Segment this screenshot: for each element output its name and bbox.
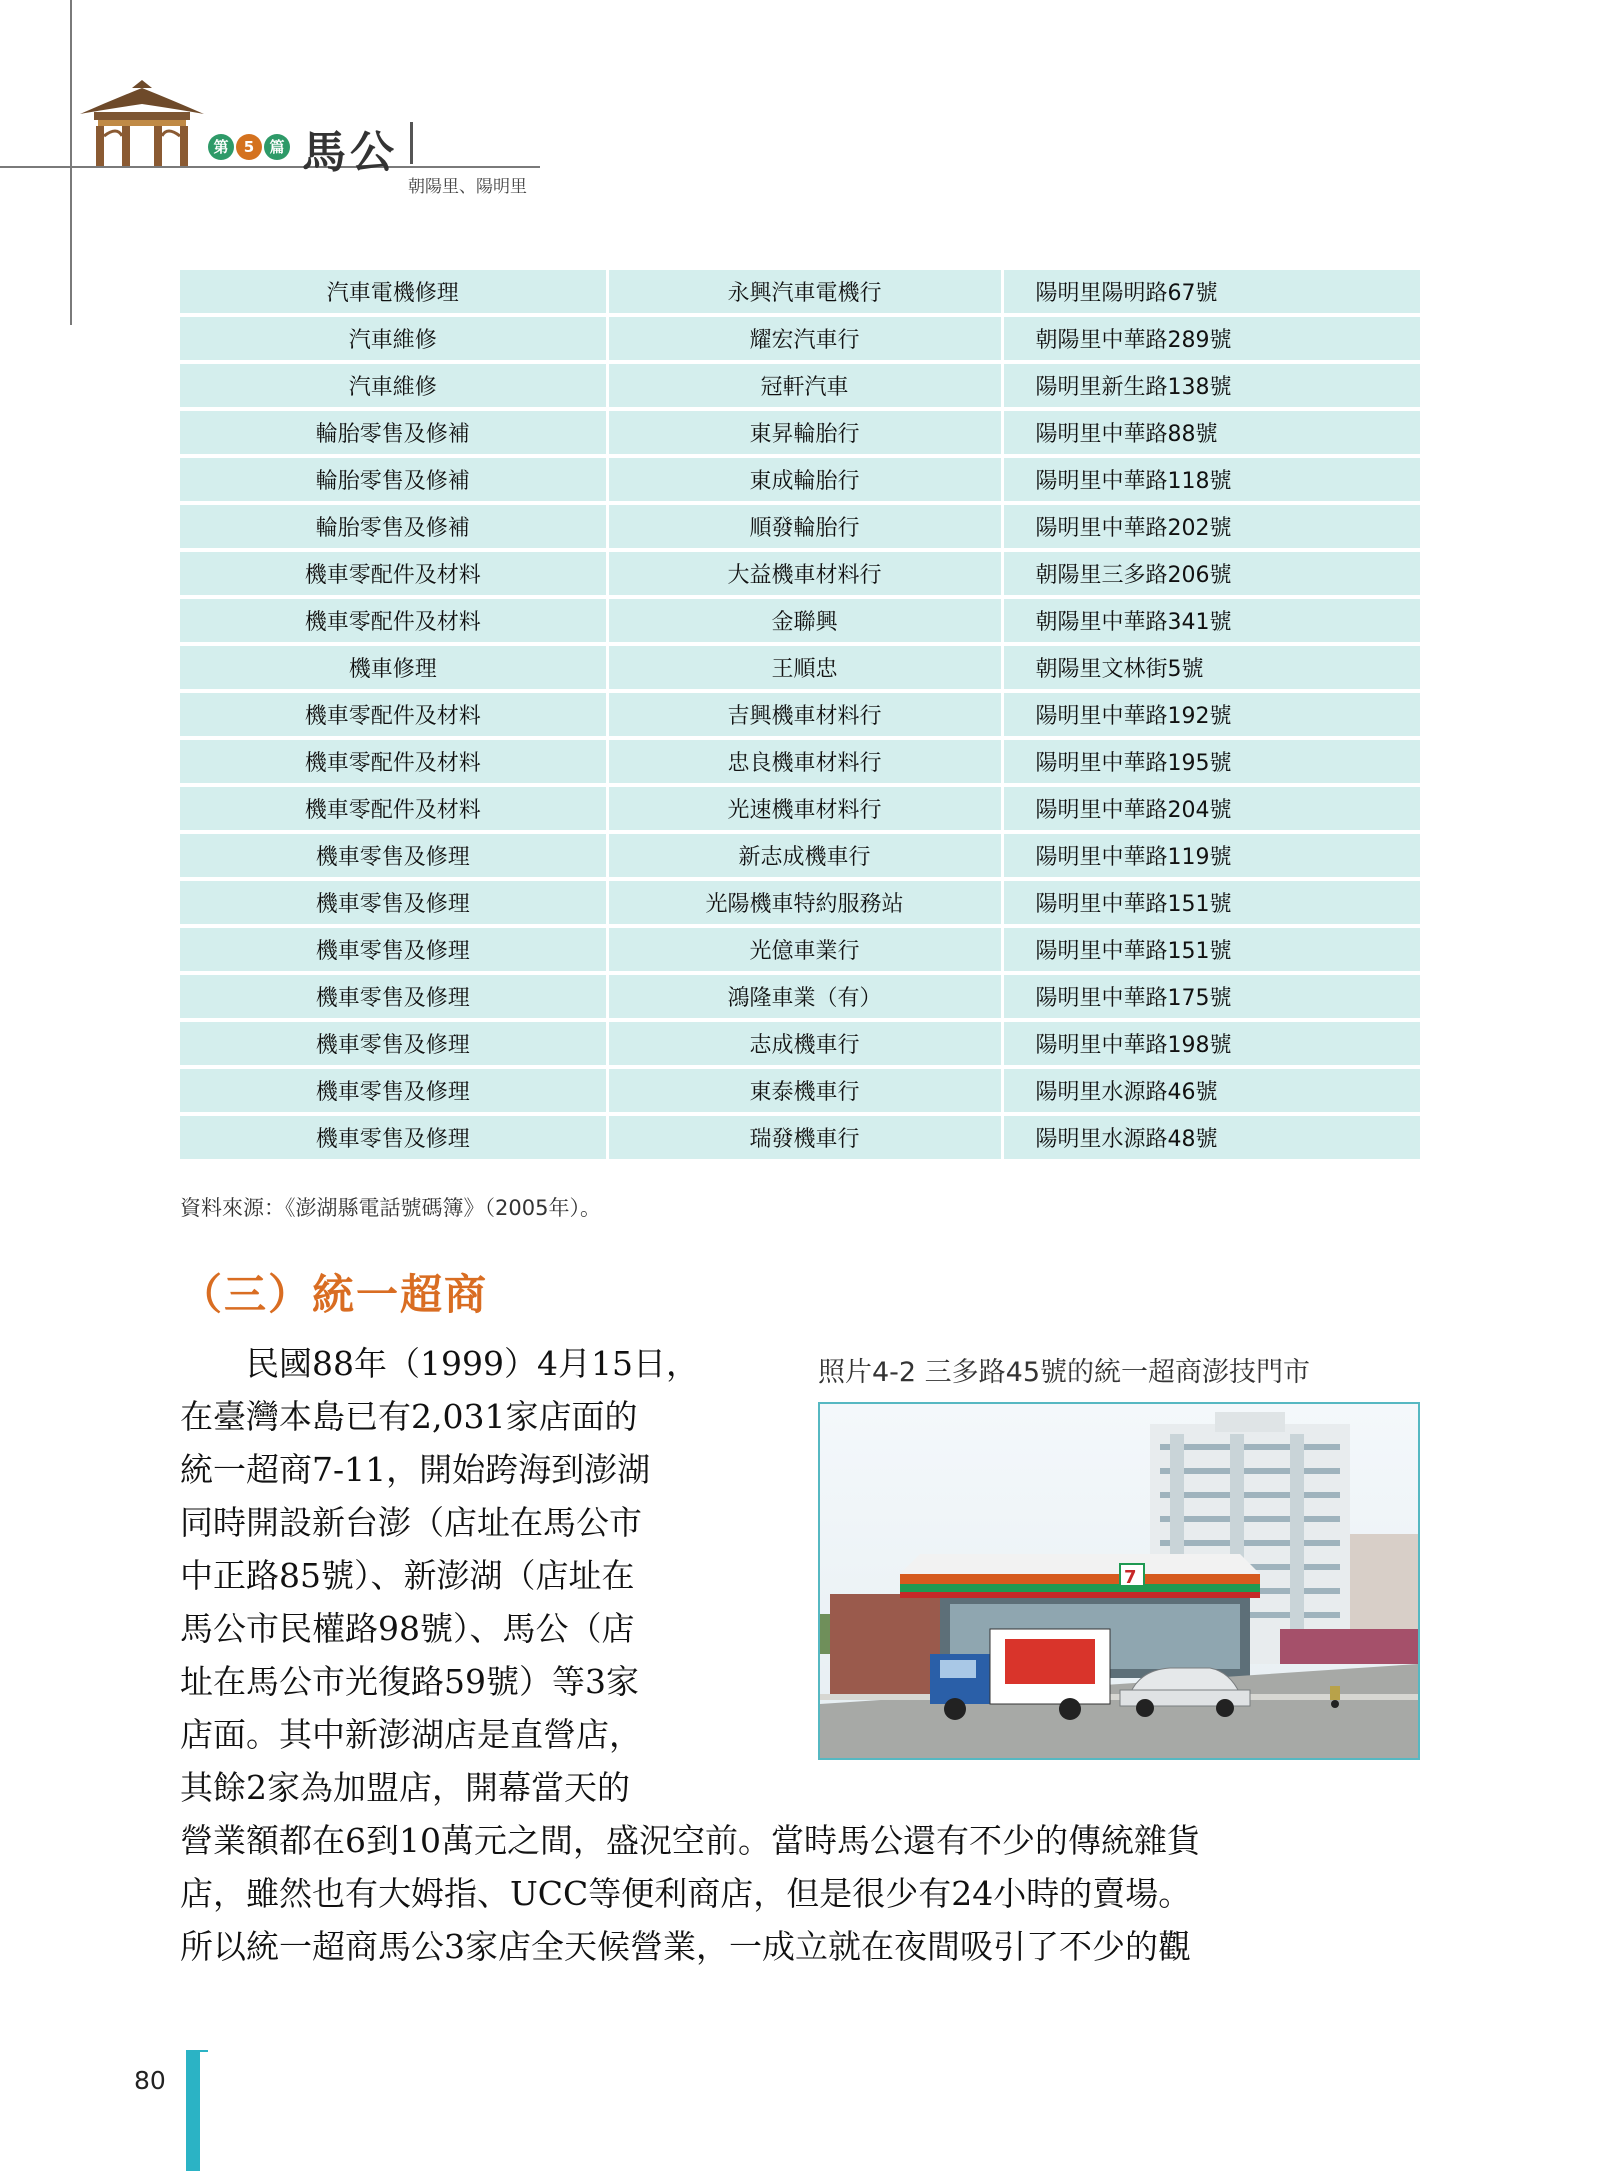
cell-address: 陽明里中華路204號 [1002, 785, 1420, 832]
cell-type: 機車零售及修理 [180, 1020, 607, 1067]
table-row [180, 503, 1420, 550]
table-source: 資料來源：《澎湖縣電話號碼簿》（2005年）。 [180, 1196, 601, 1220]
paragraph-line: 民國88年（1999）4月15日， [180, 1344, 699, 1383]
cell-name: 東成輪胎行 [607, 456, 1002, 503]
footer-accent-bar [186, 2050, 200, 2171]
cell-name: 鴻隆車業（有） [607, 973, 1002, 1020]
cell-type: 機車零售及修理 [180, 973, 607, 1020]
table-row [180, 644, 1420, 691]
table-row [180, 973, 1420, 1020]
cell-address: 朝陽里中華路289號 [1002, 315, 1420, 362]
table-row [180, 362, 1420, 409]
footer-accent-tick [186, 2050, 208, 2052]
cell-address: 陽明里水源路48號 [1002, 1114, 1420, 1161]
chapter-subtitle: 朝陽里、陽明里 [408, 177, 527, 197]
table-row [180, 1067, 1420, 1114]
body-text-left [180, 1337, 760, 1814]
table-row [180, 926, 1420, 973]
cell-address: 陽明里中華路151號 [1002, 879, 1420, 926]
cell-name: 新志成機車行 [607, 832, 1002, 879]
paragraph-line: 中正路85號）、新澎湖（店址在 [180, 1556, 635, 1595]
chapter-suffix-badge: 篇 [264, 134, 290, 160]
cell-address: 陽明里中華路119號 [1002, 832, 1420, 879]
cell-type: 輪胎零售及修補 [180, 409, 607, 456]
chapter-badges [208, 134, 290, 160]
table-row [180, 1020, 1420, 1067]
cell-name: 吉興機車材料行 [607, 691, 1002, 738]
cell-address: 陽明里中華路88號 [1002, 409, 1420, 456]
cell-address: 朝陽里中華路341號 [1002, 597, 1420, 644]
paragraph-line: 統一超商7-11，開始跨海到澎湖 [180, 1450, 651, 1489]
table-row [180, 832, 1420, 879]
cell-address: 朝陽里三多路206號 [1002, 550, 1420, 597]
cell-type: 機車零配件及材料 [180, 691, 607, 738]
store-photo-illustration [820, 1404, 1418, 1758]
cell-name: 瑞發機車行 [607, 1114, 1002, 1161]
chapter-title: 馬公 [302, 127, 398, 178]
paragraph-line: 在臺灣本島已有2,031家店面的 [180, 1397, 638, 1436]
cell-address: 陽明里中華路175號 [1002, 973, 1420, 1020]
cell-name: 東泰機車行 [607, 1067, 1002, 1114]
page-number: 80 [134, 2066, 166, 2095]
cell-type: 機車零售及修理 [180, 879, 607, 926]
cell-name: 冠軒汽車 [607, 362, 1002, 409]
cell-address: 陽明里水源路46號 [1002, 1067, 1420, 1114]
cell-type: 機車修理 [180, 644, 607, 691]
chapter-number-badge: 5 [236, 134, 262, 160]
paragraph-line: 營業額都在6到10萬元之間，盛況空前。當時馬公還有不少的傳統雜貨 [180, 1821, 1200, 1860]
cell-name: 志成機車行 [607, 1020, 1002, 1067]
paragraph-line: 所以統一超商馬公3家店全天候營業，一成立就在夜間吸引了不少的觀 [180, 1927, 1191, 1966]
cell-type: 機車零售及修理 [180, 926, 607, 973]
cell-type: 汽車維修 [180, 362, 607, 409]
section-title: （三）統一超商 [180, 1270, 489, 1319]
cell-type: 汽車電機修理 [180, 270, 607, 315]
cell-type: 機車零配件及材料 [180, 785, 607, 832]
cell-address: 陽明里中華路198號 [1002, 1020, 1420, 1067]
pavilion-icon [72, 80, 212, 166]
paragraph-line: 店，雖然也有大姆指、UCC等便利商店，但是很少有24小時的賣場。 [180, 1874, 1192, 1913]
cell-address: 朝陽里文林街5號 [1002, 644, 1420, 691]
cell-type: 輪胎零售及修補 [180, 456, 607, 503]
cell-name: 光億車業行 [607, 926, 1002, 973]
paragraph-line: 馬公市民權路98號）、馬公（店 [180, 1609, 635, 1648]
cell-name: 金聯興 [607, 597, 1002, 644]
table-row [180, 550, 1420, 597]
body-text-full [180, 1814, 1420, 1973]
cell-address: 陽明里陽明路67號 [1002, 270, 1420, 315]
cell-type: 機車零售及修理 [180, 1114, 607, 1161]
table-row [180, 270, 1420, 315]
table-row [180, 691, 1420, 738]
table-row [180, 879, 1420, 926]
cell-name: 光速機車材料行 [607, 785, 1002, 832]
business-table-body [180, 270, 1420, 1161]
svg-text:7: 7 [1124, 1567, 1137, 1588]
cell-type: 機車零配件及材料 [180, 738, 607, 785]
cell-address: 陽明里新生路138號 [1002, 362, 1420, 409]
cell-type: 汽車維修 [180, 315, 607, 362]
cell-type: 機車零售及修理 [180, 832, 607, 879]
cell-name: 忠良機車材料行 [607, 738, 1002, 785]
paragraph-line: 址在馬公市光復路59號）等3家 [180, 1662, 639, 1701]
cell-address: 陽明里中華路195號 [1002, 738, 1420, 785]
table-row [180, 738, 1420, 785]
photo-711-store [818, 1402, 1420, 1760]
business-table [180, 270, 1420, 1163]
cell-type: 輪胎零售及修補 [180, 503, 607, 550]
cell-name: 東昇輪胎行 [607, 409, 1002, 456]
table-row [180, 597, 1420, 644]
cell-name: 耀宏汽車行 [607, 315, 1002, 362]
paragraph-line: 其餘2家為加盟店，開幕當天的 [180, 1768, 630, 1807]
table-row [180, 409, 1420, 456]
cell-name: 王順忠 [607, 644, 1002, 691]
cell-type: 機車零配件及材料 [180, 550, 607, 597]
paragraph-line: 同時開設新台澎（店址在馬公市 [180, 1503, 642, 1542]
chapter-prefix-badge: 第 [208, 134, 234, 160]
cell-type: 機車零配件及材料 [180, 597, 607, 644]
header-horizontal-rule [0, 166, 540, 168]
cell-address: 陽明里中華路151號 [1002, 926, 1420, 973]
paragraph-line: 店面。其中新澎湖店是直營店， [180, 1715, 642, 1754]
cell-name: 光陽機車特約服務站 [607, 879, 1002, 926]
photo-caption: 照片4-2 三多路45號的統一超商澎技門市 [818, 1357, 1311, 1388]
cell-name: 永興汽車電機行 [607, 270, 1002, 315]
header-title-divider [410, 122, 413, 164]
table-row [180, 785, 1420, 832]
cell-address: 陽明里中華路192號 [1002, 691, 1420, 738]
cell-type: 機車零售及修理 [180, 1067, 607, 1114]
table-row [180, 1114, 1420, 1161]
table-row [180, 456, 1420, 503]
cell-address: 陽明里中華路202號 [1002, 503, 1420, 550]
cell-name: 大益機車材料行 [607, 550, 1002, 597]
table-row [180, 315, 1420, 362]
cell-name: 順發輪胎行 [607, 503, 1002, 550]
cell-address: 陽明里中華路118號 [1002, 456, 1420, 503]
